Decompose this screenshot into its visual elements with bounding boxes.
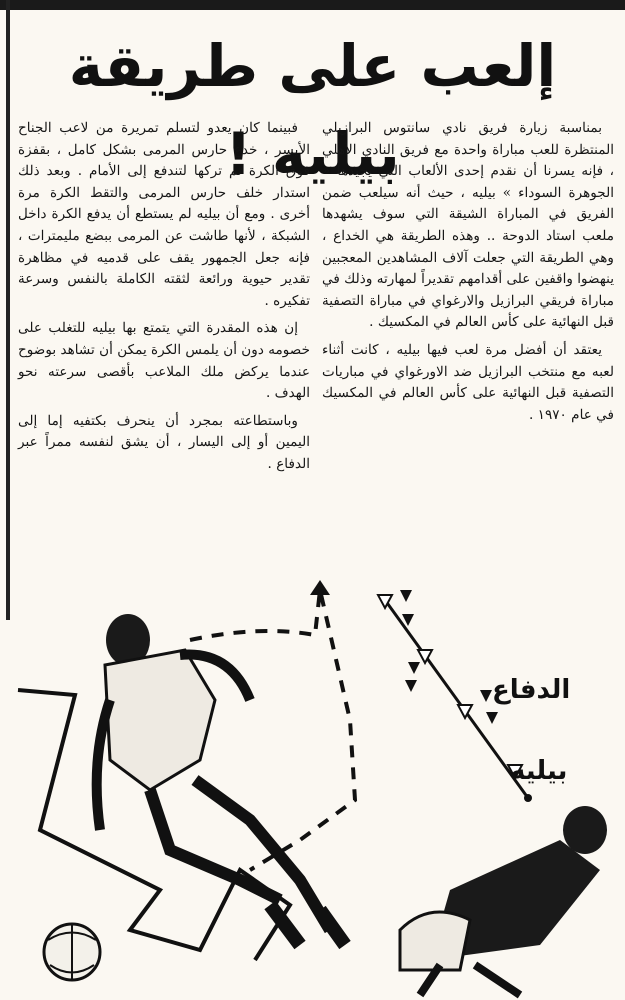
page-headline: إلعب على طريقة بيليه ! bbox=[68, 32, 557, 188]
running-player-figure bbox=[97, 614, 345, 945]
article-column-left bbox=[18, 118, 310, 482]
article-paragraph: يعتقد أن أفضل مرة لعب فيها بيليه ، كانت أثناء لعبه مع منتخب البرازيل ضد الاورغواي في مباريات التصفية قبل النهائية على كأس العالم في المكسيك في عام ١٩٧٠ . bbox=[322, 341, 614, 423]
top-border-rule bbox=[0, 0, 625, 10]
article-paragraph: وباستطاعته بمجرد أن ينحرف بكتفيه إما إلى اليمين أو إلى اليسار ، أن يشق لنفسه ممراً عبر الدفاع . bbox=[18, 412, 310, 472]
fallen-defender-figure bbox=[400, 806, 607, 995]
article-paragraph: فبينما كان يعدو لتسلم تمريرة من لاعب الجناح الأيسر ، خدع حارس المرمى بشكل كامل ، بقفزة فوق الكرة ثم تركها لتندفع إلى الأمام . وبعد ذلك استدار خلف حارس المرمى والتقط الكرة مرة أخرى . ومع أن بيليه لم يستطع أن يدفع الكرة داخل الشبكة ، لأنها طاشت عن المرمى ببضع مليمترات ، فإنه جعل الجمهور يقف على قدميه في مظاهرة تقدير حيوية ورائعة لثقته الكاملة بالنفس وسرعة تفكيره . bbox=[18, 120, 310, 309]
pele-label: بيليه bbox=[510, 756, 568, 786]
run-arrow-head bbox=[310, 580, 330, 595]
dashed-run-path bbox=[190, 590, 355, 870]
article-paragraph: إن هذه المقدرة التي يتمتع بها بيليه للتغلب على خصومه دون أن يلمس الكرة يمكن أن تشاهد بوضوح عندما يركض ملك الملاعب بأقصى سرعته نحو الهدف . bbox=[18, 320, 310, 402]
left-border-rule bbox=[6, 0, 10, 620]
article-column-right bbox=[322, 118, 614, 432]
article-paragraph: بمناسبة زيارة فريق نادي سانتوس البرازيلي المنتظرة للعب مباراة واحدة مع فريق النادي الأهلي ، فإنه يسرنا أن نقدم إحدى الألعاب التي يجيدها « الجوهرة السوداء » بيليه ، حيث أنه سيلعب ضمن الفريق في المباراة الشيقة التي سوف يشهدها ملعب استاد الدوحة .. وهذه الطريقة هي الخداع ، وهي الطريقة التي جعلت آلاف المشاهدين المعجبين ينهضوا واقفين على أقدامهم تقديراً لمهارته وذلك في مباراة فريقي البرازيل والارغواي في مباراة التصفية قبل النهائية على كأس العالم في المكسيك . bbox=[322, 120, 614, 331]
defense-label: الدفاع bbox=[492, 675, 571, 705]
football-ball bbox=[44, 924, 100, 980]
